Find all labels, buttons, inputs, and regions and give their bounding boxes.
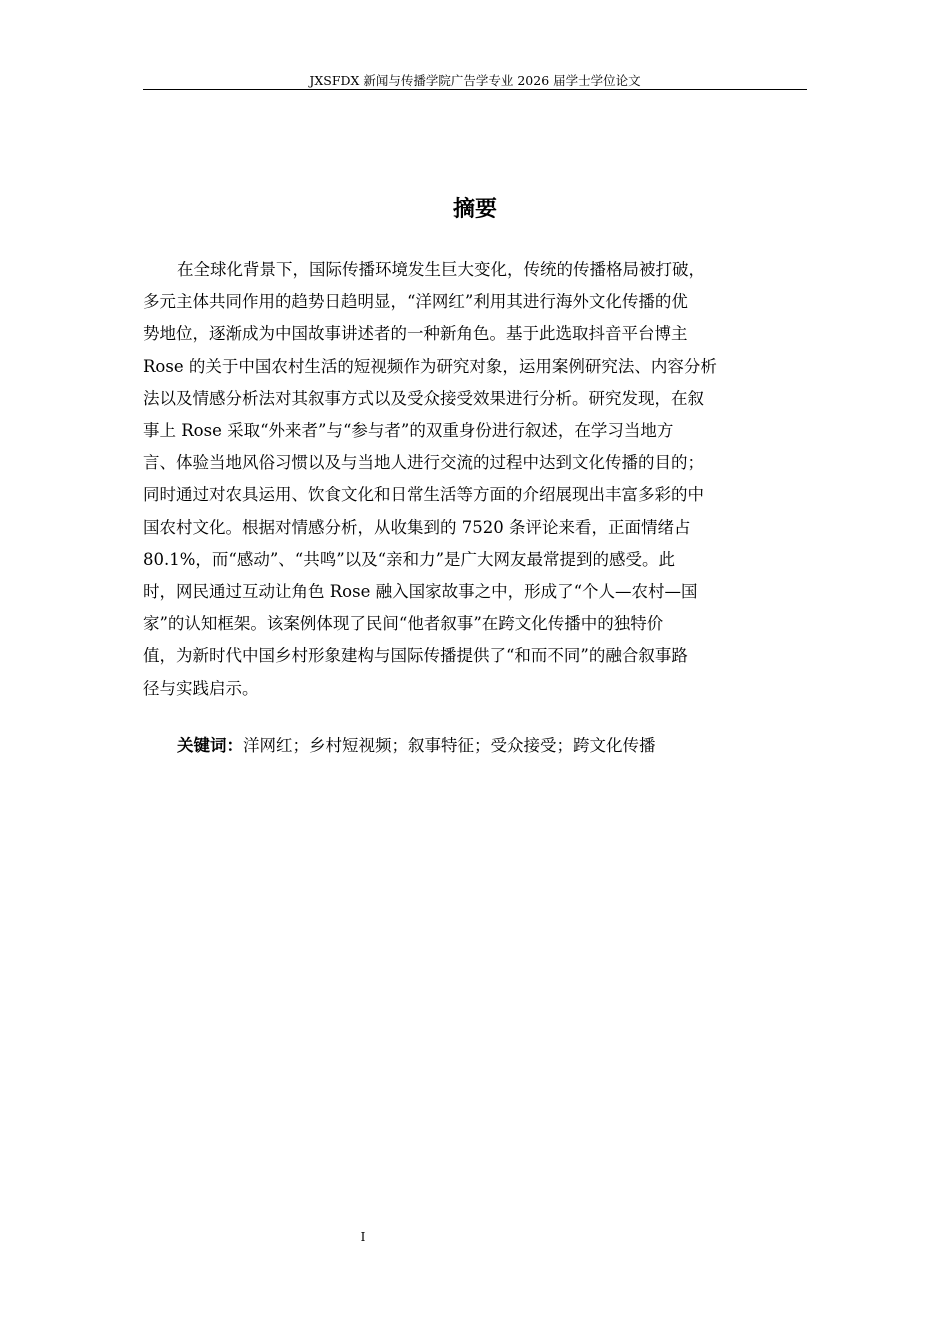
header-title: JXSFDX 新闻与传播学院广告学专业 2026 届学士学位论文 — [309, 73, 641, 88]
abstract-line: 事上 Rose 采取“外来者”与“参与者”的双重身份进行叙述，在学习当地方 — [143, 421, 674, 441]
abstract-line: 法以及情感分析法对其叙事方式以及受众接受效果进行分析。研究发现，在叙 — [143, 388, 704, 408]
abstract-title: 摘要 — [452, 197, 497, 222]
abstract-line: 在全球化背景下，国际传播环境发生巨大变化，传统的传播格局被打破， — [177, 260, 705, 279]
abstract-line: 时，网民通过互动让角色 Rose 融入国家故事之中，形成了“个人—农村—国 — [143, 582, 698, 602]
abstract-line: 径与实践启示。 — [143, 678, 259, 698]
abstract-line: Rose 的关于中国农村生活的短视频作为研究对象，运用案例研究法、内容分析 — [143, 356, 717, 376]
keywords — [177, 730, 656, 762]
abstract-line: 家”的认知框架。该案例体现了民间“他者叙事”在跨文化传播中的独特价 — [143, 614, 664, 634]
abstract-line: 国农村文化。根据对情感分析，从收集到的 7520 条评论来看，正面情绪占 — [143, 517, 691, 537]
keywords-label: 关键词： — [177, 736, 243, 755]
page-number: I — [360, 1230, 366, 1244]
header-divider — [143, 89, 807, 90]
abstract-line: 同时通过对农具运用、饮食文化和日常生活等方面的介绍展现出丰富多彩的中 — [143, 485, 704, 505]
abstract-line: 值，为新时代中国乡村形象建构与国际传播提供了“和而不同”的融合叙事路 — [143, 646, 688, 666]
abstract-line: 80.1%，而“感动”、“共鸣”以及“亲和力”是广大网友最常提到的感受。此 — [143, 549, 676, 569]
abstract-line: 多元主体共同作用的趋势日趋明显，“洋网红”利用其进行海外文化传播的优 — [143, 292, 688, 312]
abstract-line: 势地位，逐渐成为中国故事讲述者的一种新角色。基于此选取抖音平台博主 — [143, 324, 688, 344]
abstract-line: 言、体验当地风俗习惯以及与当地人进行交流的过程中达到文化传播的目的； — [143, 453, 704, 473]
keywords-value: 洋网红；乡村短视频；叙事特征；受众接受；跨文化传播 — [243, 736, 656, 755]
abstract-body — [143, 254, 807, 705]
